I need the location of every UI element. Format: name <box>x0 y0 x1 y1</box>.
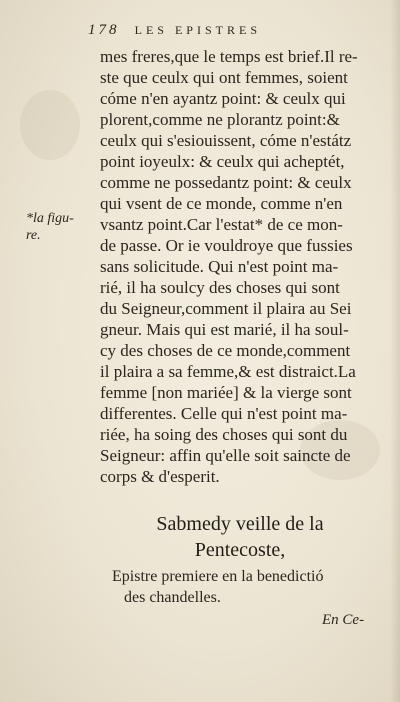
margin-note-line: re. <box>26 228 41 243</box>
subheading-line: des chandelles. <box>124 589 221 606</box>
text-line: sans solicitude. Qui n'est point ma- <box>100 257 339 276</box>
text-line: du Seigneur,comment il plaira au Sei <box>100 299 352 318</box>
margin-note <box>26 210 96 244</box>
subheading-line: Epistre premiere en la benedictió <box>112 568 324 585</box>
text-line: de passe. Or ie vouldroye que fussies <box>100 236 353 255</box>
text-line: mes freres,que le temps est brief.Il re- <box>100 47 358 66</box>
text-line: riée, ha soing des choses qui sont du <box>100 425 348 444</box>
catchword: En Ce- <box>322 612 365 628</box>
text-line: ste que ceulx qui ont femmes, soient <box>100 68 348 87</box>
section-heading <box>100 511 380 563</box>
text-line: plorent,comme ne plorantz point:& <box>100 110 340 129</box>
text-line: gneur. Mais qui est marié, il ha soul- <box>100 320 349 339</box>
body-text <box>100 46 400 487</box>
text-line: Seigneur: affin qu'elle soit saincte de <box>100 446 351 465</box>
text-line: ceulx qui s'esiouissent, cóme n'estátz <box>100 131 352 150</box>
section-heading-line: Pentecoste, <box>194 539 286 561</box>
text-line: cy des choses de ce monde,comment <box>100 341 351 360</box>
running-head <box>88 22 378 42</box>
section-heading-line: Sabmedy veille de la <box>156 513 324 535</box>
text-line: qui vsent de ce monde, comme n'en <box>100 194 343 213</box>
text-line: comme ne possedantz point: & ceulx <box>100 173 352 192</box>
page-number: 178 <box>88 22 120 38</box>
text-line: vsantz point.Car l'estat* de ce mon- <box>100 215 343 234</box>
page-edge-shadow <box>390 0 400 702</box>
text-line: differentes. Celle qui n'est point ma- <box>100 404 348 423</box>
margin-note-line: *la figu- <box>26 211 74 226</box>
text-line: il plaira a sa femme,& est distraict.La <box>100 362 356 381</box>
text-line: corps & d'esperit. <box>100 467 220 486</box>
running-title: LES EPISTRES <box>134 23 261 37</box>
text-line: rié, il ha soulcy des choses qui sont <box>100 278 340 297</box>
text-line: femme [non mariée] & la vierge sont <box>100 383 352 402</box>
text-line: cóme n'en ayantz point: & ceulx qui <box>100 89 346 108</box>
text-line: point ioyeulx: & ceulx qui acheptét, <box>100 152 345 171</box>
paper-stain <box>20 90 80 160</box>
epistle-subheading <box>112 566 392 608</box>
